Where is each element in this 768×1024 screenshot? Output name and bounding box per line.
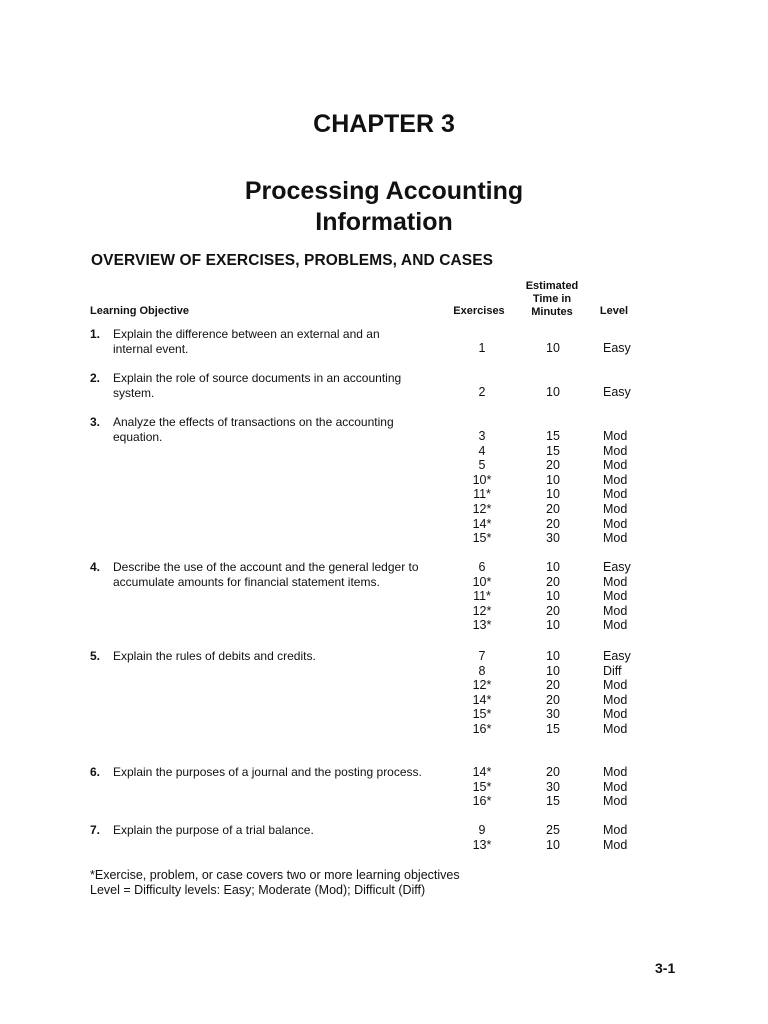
description-line: Explain the rules of debits and credits. [113,649,316,663]
exercise-number: 15* [472,531,492,546]
description-line: internal event. [113,342,189,356]
difficulty-level: Mod [603,823,628,837]
page-number: 3-1 [655,960,676,976]
table-row [0,722,768,737]
chapter-heading: CHAPTER 3 [313,110,455,138]
table-row [0,838,768,853]
table-row [0,765,768,780]
difficulty-level: Mod [603,516,628,531]
chapter-title-line: Processing Accounting [244,177,524,205]
table-row [0,693,768,708]
difficulty-level: Easy [603,560,631,574]
estimated-minutes: 20 [546,458,560,473]
header-time-line: Time in [532,293,572,305]
difficulty-level: Mod [603,794,628,809]
description-line: Explain the purposes of a journal and the posting process. [113,765,422,779]
estimated-minutes: 20 [546,501,560,516]
exercise-number: 15* [472,707,492,722]
estimated-minutes: 20 [546,678,560,693]
objective-number: 1. [90,327,101,341]
table-row [0,823,768,838]
difficulty-level: Easy [603,649,631,663]
difficulty-level: Mod [603,779,628,794]
difficulty-level: Mod [603,443,628,458]
estimated-minutes: 10 [546,385,560,399]
table-row [0,473,768,488]
objective-2-rows [0,385,768,400]
difficulty-level: Mod [603,487,628,502]
header-level: Level [599,305,629,317]
header-time-line: Estimated [525,280,579,292]
table-row [0,618,768,633]
exercise-number: 1 [478,341,486,355]
header-time-line: Minutes [531,306,573,318]
table-row [0,531,768,546]
exercise-number: 10* [472,472,492,487]
footnote-line: *Exercise, problem, or case covers two or more learning objectives [90,868,460,882]
difficulty-level: Mod [603,721,628,736]
objective-number: 7. [90,823,101,837]
difficulty-level: Mod [603,589,628,604]
chapter-title-line: Information [315,208,453,236]
estimated-minutes: 20 [546,516,560,531]
exercise-number: 14* [472,516,492,531]
estimated-minutes: 30 [546,779,560,794]
estimated-minutes: 10 [546,837,560,852]
description-line: Explain the purpose of a trial balance. [113,823,314,837]
exercise-number: 7 [478,649,486,663]
difficulty-level: Mod [603,574,628,589]
description-line: system. [113,386,155,400]
objective-5-rows [0,649,768,737]
objective-6-rows [0,765,768,809]
difficulty-level: Mod [603,678,628,693]
exercise-number: 12* [472,678,492,693]
objective-7-rows [0,823,768,852]
table-row [0,664,768,679]
difficulty-level: Easy [603,385,631,399]
estimated-minutes: 25 [546,823,560,837]
difficulty-level: Mod [603,692,628,707]
exercise-number: 13* [472,618,492,633]
description-line: Describe the use of the account and the general ledger to [113,560,419,574]
table-row [0,429,768,444]
exercise-number: 14* [472,692,492,707]
table-row [0,589,768,604]
estimated-minutes: 20 [546,574,560,589]
objective-3-rows [0,429,768,546]
difficulty-level: Mod [603,618,628,633]
difficulty-level: Diff [603,663,622,678]
estimated-minutes: 30 [546,707,560,722]
table-row [0,385,768,400]
exercise-number: 10* [472,574,492,589]
exercise-number: 11* [473,487,491,502]
objective-number: 3. [90,415,101,429]
difficulty-level: Mod [603,603,628,618]
objective-number: 5. [90,649,101,663]
estimated-minutes: 20 [546,692,560,707]
exercise-number: 8 [478,663,486,678]
footnotes [90,868,460,898]
exercise-number: 15* [472,779,492,794]
exercise-number: 11* [473,589,491,604]
difficulty-level: Mod [603,531,628,546]
header-estimated-time [520,280,584,319]
exercise-number: 5 [478,458,486,473]
table-row [0,517,768,532]
objective-number: 4. [90,560,101,574]
estimated-minutes: 10 [546,487,560,502]
description-line: Explain the difference between an external and an [113,327,380,341]
exercise-number: 13* [472,837,492,852]
description-line: accumulate amounts for financial statement items. [113,575,380,589]
estimated-minutes: 10 [546,560,560,574]
estimated-minutes: 10 [546,649,560,663]
exercise-number: 12* [472,603,492,618]
estimated-minutes: 10 [546,618,560,633]
exercise-number: 4 [478,443,486,458]
overview-heading: OVERVIEW OF EXERCISES, PROBLEMS, AND CASES [91,252,494,269]
difficulty-level: Mod [603,472,628,487]
estimated-minutes: 10 [546,589,560,604]
exercise-number: 14* [472,765,492,779]
footnote-line: Level = Difficulty levels: Easy; Moderate (Mod); Difficult (Diff) [90,883,426,897]
estimated-minutes: 15 [546,443,560,458]
table-row [0,458,768,473]
estimated-minutes: 30 [546,531,560,546]
chapter-title [0,176,768,238]
difficulty-level: Mod [603,429,628,443]
table-row [0,678,768,693]
estimated-minutes: 15 [546,794,560,809]
estimated-minutes: 10 [546,663,560,678]
estimated-minutes: 15 [546,721,560,736]
difficulty-level: Mod [603,501,628,516]
exercise-number: 2 [478,385,486,399]
difficulty-level: Easy [603,341,631,355]
table-row [0,502,768,517]
estimated-minutes: 20 [546,603,560,618]
estimated-minutes: 20 [546,765,560,779]
exercise-number: 16* [472,794,492,809]
exercise-number: 9 [478,823,486,837]
objective-number: 6. [90,765,101,779]
exercise-number: 12* [472,501,492,516]
exercise-number: 16* [472,721,492,736]
objective-number: 2. [90,371,101,385]
table-row [0,560,768,575]
table-row [0,707,768,722]
estimated-minutes: 10 [546,472,560,487]
estimated-minutes: 15 [546,429,560,443]
table-row [0,487,768,502]
estimated-minutes: 10 [546,341,560,355]
objective-1-rows [0,341,768,356]
header-learning-objective: Learning Objective [90,305,190,317]
objective-4-rows [0,560,768,633]
table-row [0,341,768,356]
table-row [0,780,768,795]
table-row [0,604,768,619]
table-row [0,649,768,664]
difficulty-level: Mod [603,837,628,852]
exercise-number: 6 [478,560,486,574]
description-line: Analyze the effects of transactions on the accounting [113,415,394,429]
description-line: equation. [113,430,163,444]
table-row [0,794,768,809]
difficulty-level: Mod [603,458,628,473]
exercise-number: 3 [478,429,486,443]
table-row [0,575,768,590]
difficulty-level: Mod [603,765,628,779]
table-row [0,444,768,459]
header-exercises: Exercises [453,305,505,317]
difficulty-level: Mod [603,707,628,722]
description-line: Explain the role of source documents in an accounting [113,371,402,385]
